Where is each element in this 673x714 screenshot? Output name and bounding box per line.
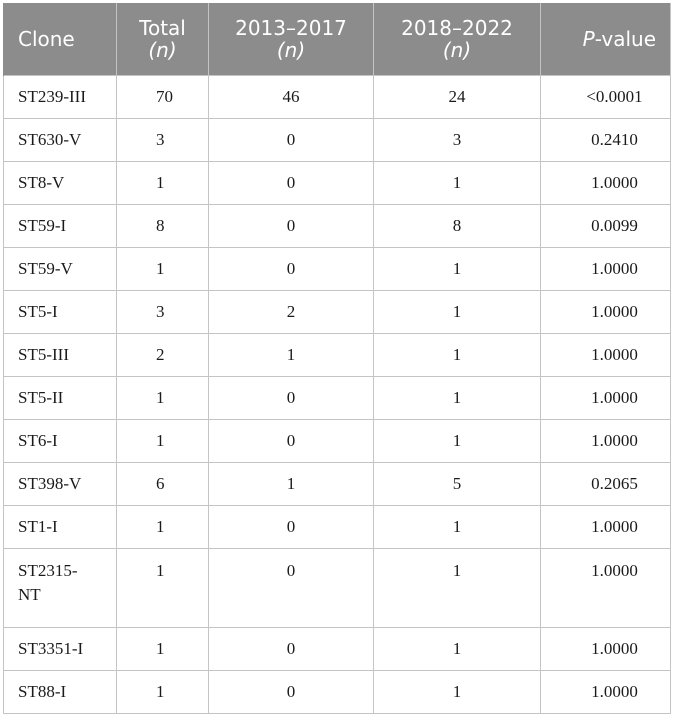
- cell-period1: 0: [209, 506, 374, 549]
- cell-period2: 1: [374, 291, 541, 334]
- table-row: [4, 205, 671, 248]
- cell-pvalue: 1.0000: [541, 248, 671, 291]
- header-total-label: Total: [139, 16, 186, 40]
- cell-clone: ST5-III: [4, 334, 117, 377]
- cell-total: 2: [117, 334, 209, 377]
- header-period1-label: 2013–2017: [235, 16, 347, 40]
- cell-period2: 1: [374, 506, 541, 549]
- cell-total: 1: [117, 420, 209, 463]
- cell-period1: 2: [209, 291, 374, 334]
- cell-total: 70: [117, 76, 209, 119]
- cell-period1: 0: [209, 671, 374, 714]
- table-row: [4, 248, 671, 291]
- table-row: [4, 549, 671, 628]
- cell-period1: 1: [209, 334, 374, 377]
- cell-period2: 1: [374, 334, 541, 377]
- header-row: [4, 3, 671, 76]
- header-pvalue-italic: P: [582, 27, 595, 51]
- cell-period2: 1: [374, 628, 541, 671]
- cell-period1: 0: [209, 248, 374, 291]
- table-row: [4, 463, 671, 506]
- cell-clone: ST1-I: [4, 506, 117, 549]
- header-period1-unit: (n): [276, 38, 306, 62]
- cell-period2: 1: [374, 162, 541, 205]
- table-row: [4, 377, 671, 420]
- cell-pvalue: 1.0000: [541, 506, 671, 549]
- cell-period2: 1: [374, 420, 541, 463]
- cell-clone: ST398-V: [4, 463, 117, 506]
- cell-period2: 3: [374, 119, 541, 162]
- cell-total: 3: [117, 291, 209, 334]
- cell-total: 8: [117, 205, 209, 248]
- cell-total: 3: [117, 119, 209, 162]
- cell-clone: ST88-I: [4, 671, 117, 714]
- cell-clone: ST59-I: [4, 205, 117, 248]
- header-period2-unit: (n): [442, 38, 472, 62]
- cell-period1: 1: [209, 463, 374, 506]
- cell-pvalue: 0.2065: [541, 463, 671, 506]
- header-pvalue: [541, 3, 671, 76]
- header-period2-label: 2018–2022: [401, 16, 513, 40]
- cell-period1: 0: [209, 162, 374, 205]
- table-row: [4, 162, 671, 205]
- cell-total: 1: [117, 671, 209, 714]
- cell-clone: [4, 549, 117, 628]
- clone-table-container: [3, 3, 670, 714]
- clone-table: [3, 3, 671, 714]
- cell-period2: 24: [374, 76, 541, 119]
- table-row: [4, 671, 671, 714]
- cell-total: 6: [117, 463, 209, 506]
- cell-clone: ST3351-I: [4, 628, 117, 671]
- cell-pvalue: 0.2410: [541, 119, 671, 162]
- header-total: [117, 3, 209, 76]
- cell-clone: ST6-I: [4, 420, 117, 463]
- cell-total: 1: [117, 549, 209, 628]
- cell-pvalue: 1.0000: [541, 162, 671, 205]
- cell-clone: ST8-V: [4, 162, 117, 205]
- table-row: [4, 506, 671, 549]
- table-row: [4, 420, 671, 463]
- header-clone-label: Clone: [18, 27, 75, 51]
- table-row: [4, 628, 671, 671]
- table-row: [4, 76, 671, 119]
- cell-period2: 1: [374, 377, 541, 420]
- cell-total: 1: [117, 162, 209, 205]
- cell-pvalue: <0.0001: [541, 76, 671, 119]
- cell-clone: ST630-V: [4, 119, 117, 162]
- header-pvalue-rest: -value: [594, 27, 656, 51]
- cell-pvalue: 1.0000: [541, 549, 671, 628]
- cell-clone: ST5-II: [4, 377, 117, 420]
- header-total-unit: (n): [148, 38, 177, 62]
- cell-pvalue: 1.0000: [541, 291, 671, 334]
- cell-pvalue: 0.0099: [541, 205, 671, 248]
- header-clone: [4, 3, 117, 76]
- table-body: [4, 76, 671, 714]
- cell-clone-line2: NT: [18, 585, 41, 604]
- header-period-2013-2017: [209, 3, 374, 76]
- cell-total: 1: [117, 506, 209, 549]
- cell-period1: 0: [209, 205, 374, 248]
- header-period-2018-2022: [374, 3, 541, 76]
- cell-period1: 0: [209, 377, 374, 420]
- table-header: [4, 3, 671, 76]
- table-row: [4, 291, 671, 334]
- cell-pvalue: 1.0000: [541, 628, 671, 671]
- cell-pvalue: 1.0000: [541, 377, 671, 420]
- cell-pvalue: 1.0000: [541, 334, 671, 377]
- cell-period1: 0: [209, 549, 374, 628]
- cell-total: 1: [117, 377, 209, 420]
- cell-period1: 0: [209, 420, 374, 463]
- cell-period2: 1: [374, 671, 541, 714]
- table-row: [4, 119, 671, 162]
- cell-pvalue: 1.0000: [541, 420, 671, 463]
- cell-period2: 5: [374, 463, 541, 506]
- cell-total: 1: [117, 248, 209, 291]
- cell-period2: 8: [374, 205, 541, 248]
- cell-clone: ST5-I: [4, 291, 117, 334]
- cell-period1: 0: [209, 628, 374, 671]
- cell-period1: 0: [209, 119, 374, 162]
- cell-clone-line1: ST2315-: [18, 561, 78, 580]
- table-row: [4, 334, 671, 377]
- cell-period2: 1: [374, 549, 541, 628]
- cell-pvalue: 1.0000: [541, 671, 671, 714]
- cell-clone: ST59-V: [4, 248, 117, 291]
- cell-clone: ST239-III: [4, 76, 117, 119]
- cell-period2: 1: [374, 248, 541, 291]
- cell-period1: 46: [209, 76, 374, 119]
- cell-total: 1: [117, 628, 209, 671]
